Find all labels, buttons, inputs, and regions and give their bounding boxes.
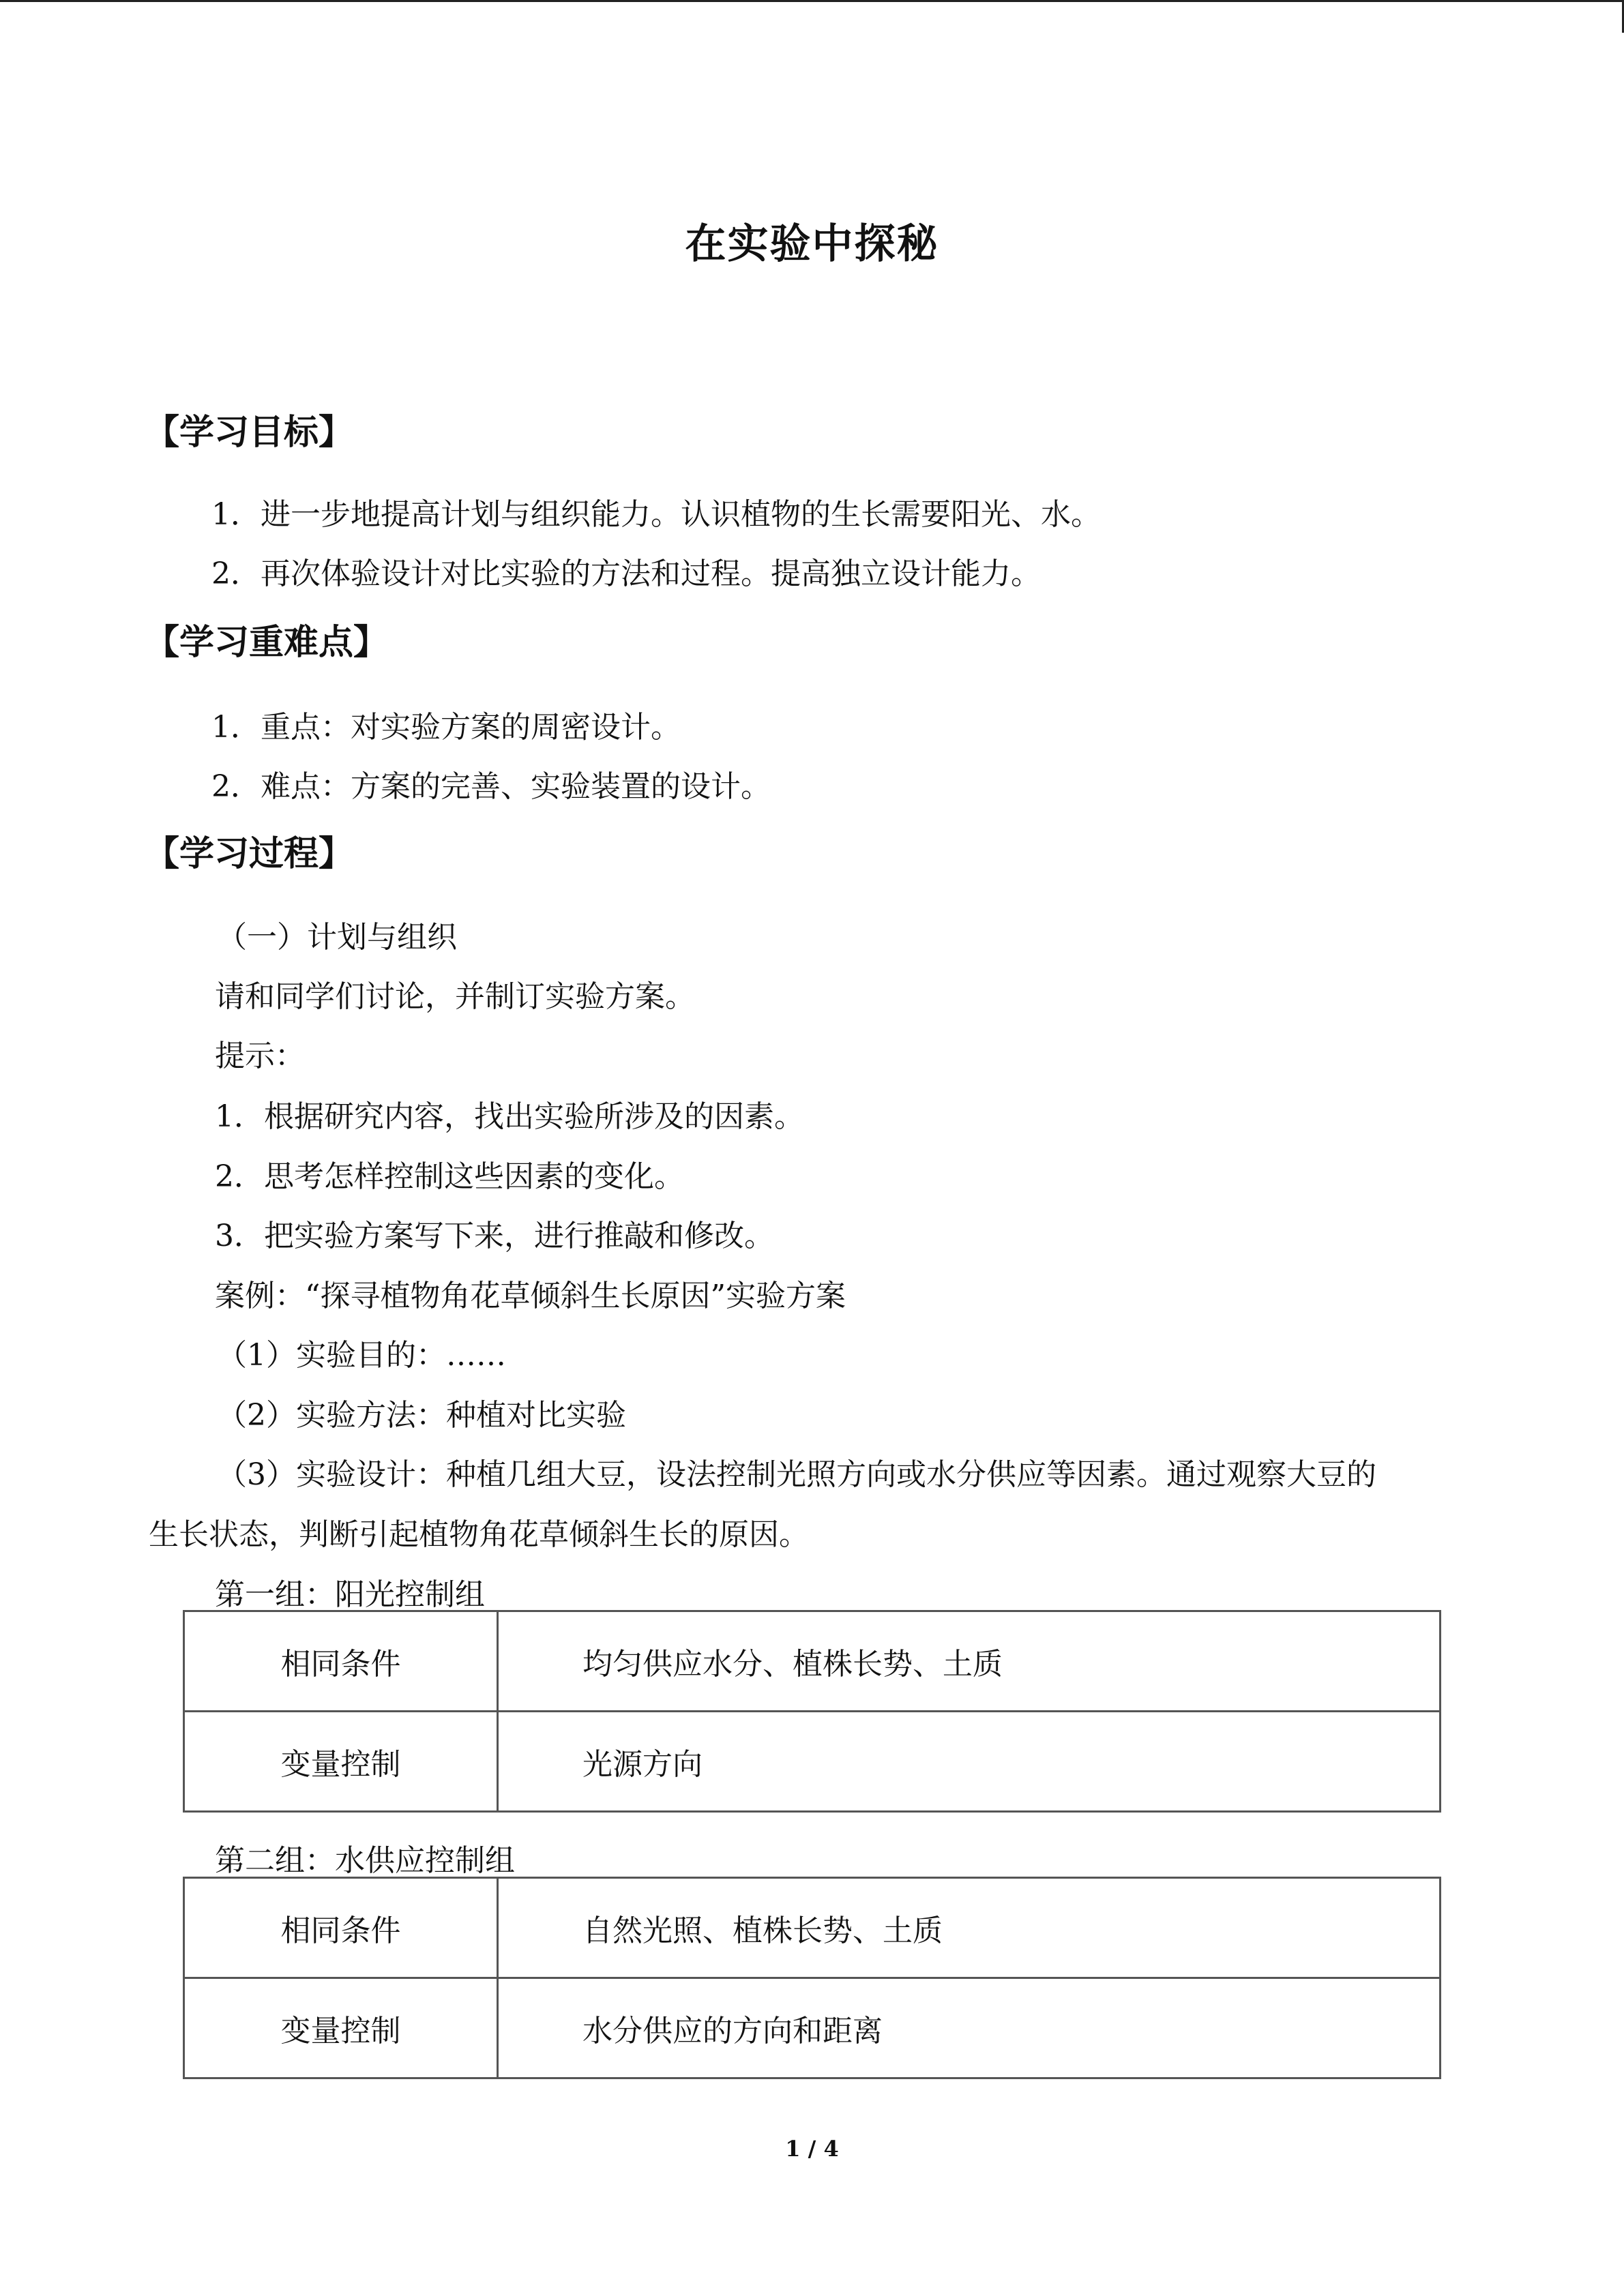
top-border [0, 0, 1624, 2]
hint-label: 提示： [215, 1039, 305, 1073]
table-key: 相同条件 [184, 1878, 498, 1978]
goal-item: 1．进一步地提高计划与组织能力。认识植物的生长需要阳光、水。 [211, 497, 1101, 532]
hint-item: 2．思考怎样控制这些因素的变化。 [215, 1159, 684, 1194]
goal-item: 2．再次体验设计对比实验的方法和过程。提高独立设计能力。 [211, 556, 1041, 591]
case-item: （2）实验方法：种植对比实验 [217, 1398, 626, 1433]
table-key: 相同条件 [184, 1611, 498, 1712]
group2-table [183, 1877, 1441, 2079]
sub-heading: （一）计划与组织 [217, 920, 457, 955]
table-key: 变量控制 [184, 1712, 498, 1812]
group1-table [183, 1610, 1441, 1813]
page-number: 1 / 4 [785, 2136, 839, 2162]
table-row [184, 1712, 1441, 1812]
table-value: 水分供应的方向和距离 [498, 1978, 1441, 2078]
group2-label: 第二组：水供应控制组 [215, 1843, 515, 1878]
table-key: 变量控制 [184, 1978, 498, 2078]
paragraph: 请和同学们讨论，并制订实验方案。 [215, 979, 695, 1014]
case-item-continued: 生长状态，判断引起植物角花草倾斜生长的原因。 [149, 1517, 809, 1552]
page-title: 在实验中探秘 [685, 220, 939, 268]
table-row [184, 1978, 1441, 2078]
group1-label: 第一组：阳光控制组 [215, 1577, 485, 1612]
process-heading: 【学习过程】 [145, 833, 354, 874]
table-value: 均匀供应水分、植株长势、土质 [498, 1611, 1441, 1712]
key-item: 2．难点：方案的完善、实验装置的设计。 [211, 769, 771, 804]
table-row [184, 1878, 1441, 1978]
case-item: （3）实验设计：种植几组大豆，设法控制光照方向或水分供应等因素。通过观察大豆的 [217, 1457, 1376, 1492]
key-heading: 【学习重难点】 [145, 622, 389, 663]
hint-item: 3．把实验方案写下来，进行推敲和修改。 [215, 1219, 774, 1253]
table-row [184, 1611, 1441, 1712]
table-value: 光源方向 [498, 1712, 1441, 1812]
key-item: 1．重点：对实验方案的周密设计。 [211, 710, 681, 745]
case-title: 案例：“探寻植物角花草倾斜生长原因”实验方案 [215, 1279, 846, 1313]
goals-heading: 【学习目标】 [145, 412, 354, 453]
hint-item: 1．根据研究内容，找出实验所涉及的因素。 [215, 1099, 804, 1134]
table-value: 自然光照、植株长势、土质 [498, 1878, 1441, 1978]
case-item: （1）实验目的：…… [217, 1338, 506, 1373]
